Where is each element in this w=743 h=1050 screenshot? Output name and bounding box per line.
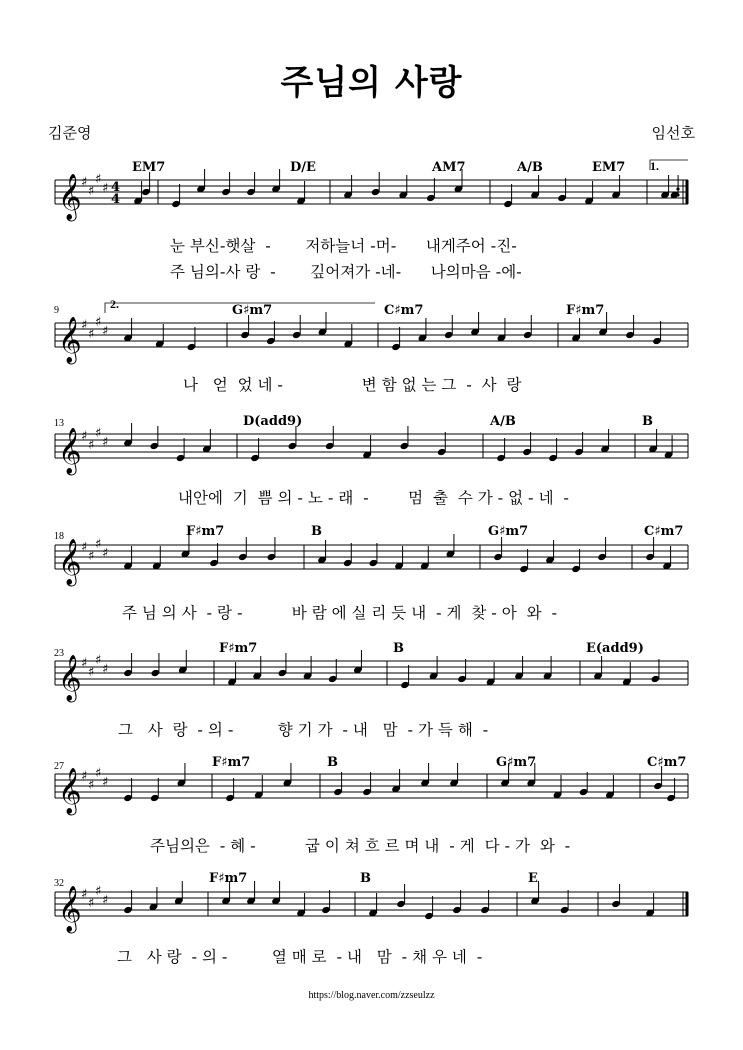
sharp-icon: ♯ [81,540,88,555]
volta-ending-1: 1. [650,159,659,173]
measure-number: 27 [54,761,64,772]
chord-symbol: F♯m7 [212,755,251,770]
chord-symbol: G♯m7 [496,755,537,770]
sharp-icon: ♯ [81,887,88,902]
time-signature-top: 4 [111,180,121,195]
lyricist-name: 김준영 [48,124,92,142]
lyric-line-1: 주님의은 - 혜 - 굽 이 쳐 흐 르 며 내 - 게 다 - 가 와 - [150,837,571,855]
sharp-icon: ♯ [102,435,109,450]
sharp-icon: ♯ [88,438,95,453]
chord-symbol: C♯m7 [647,755,687,770]
sharp-icon: ♯ [95,766,102,781]
sharp-icon: ♯ [88,327,95,342]
chord-symbol: F♯m7 [219,641,258,656]
music-system-3 [0,408,743,508]
chord-symbol: F♯m7 [186,524,225,539]
sharp-icon: ♯ [81,656,88,671]
chord-symbol: AM7 [432,160,466,175]
thick-barline [686,892,689,916]
sharp-icon: ♯ [88,778,95,793]
treble-clef-icon: 𝄞 [58,317,82,363]
music-system-6 [0,752,743,855]
chord-symbol: C♯m7 [384,303,424,318]
sharp-icon: ♯ [95,172,102,187]
sharp-icon: ♯ [95,653,102,668]
chord-symbol: G♯m7 [488,524,529,539]
footer-url: https://blog.naver.com/zzseulzz [308,990,435,1001]
chord-symbol: B [642,414,653,429]
treble-clef-icon: 𝄞 [58,539,82,585]
measure-number: 23 [54,648,64,659]
sharp-icon: ♯ [88,665,95,680]
chord-symbol: EM7 [592,160,626,175]
sharp-icon: ♯ [102,662,109,677]
music-system-2 [0,295,743,395]
sharp-icon: ♯ [88,184,95,199]
sharp-icon: ♯ [95,884,102,899]
sharp-icon: ♯ [95,315,102,330]
music-system-1 [0,152,743,282]
chord-symbol: C♯m7 [644,524,684,539]
chord-symbol: EM7 [132,160,166,175]
lyric-line-1: 그 사 랑 - 의 - 열 매 로 - 내 맘 - 채 우 네 - [117,948,483,966]
sharp-icon: ♯ [81,769,88,784]
chord-symbol: B [311,524,322,539]
sharp-icon: ♯ [95,426,102,441]
sharp-icon: ♯ [102,181,109,196]
measure-number: 32 [54,878,64,889]
chord-symbol: E [528,871,538,886]
chord-symbol: F♯m7 [209,871,248,886]
chord-symbol: E(add9) [586,641,644,656]
time-signature-bottom: 4 [111,192,121,207]
chord-symbol: D(add9) [243,414,303,429]
sharp-icon: ♯ [102,893,109,908]
thick-barline [686,180,689,204]
staff [0,868,743,948]
chord-symbol: B [360,871,371,886]
measure-number: 9 [54,305,59,316]
music-system-4 [0,521,743,621]
lyric-line-2: 주 님의-사 랑 - 깊어져가 -네- 나의마음 -에- [170,263,522,281]
chord-symbol: A/B [517,160,543,175]
song-title: 주님의 사랑 [280,63,463,103]
lyric-line-1: 나 얻 었 네 - 변 함 없 는 그 - 사 랑 [183,376,522,394]
music-system-7 [0,868,743,968]
lyric-line-1: 주 님 의 사 - 랑 - 바 람 에 실 리 듯 내 - 게 찾 - 아 와 - [122,604,558,622]
chord-symbol: B [393,641,404,656]
volta-ending-2: 2. [110,297,119,311]
lyric-line-1: 그 사 랑 - 의 - 향 기 가 - 내 맘 - 가 득 해 - [118,721,489,739]
staff [0,152,743,232]
treble-clef-icon: 𝄞 [58,428,82,474]
staff [0,521,743,601]
sharp-icon: ♯ [95,537,102,552]
treble-clef-icon: 𝄞 [58,174,82,220]
sharp-icon: ♯ [81,175,88,190]
lyric-line-1: 눈 부신-햇살 - 저하늘너 -머- 내게주어 -진- [170,237,517,255]
treble-clef-icon: 𝄞 [58,768,82,814]
chord-symbol: G♯m7 [232,303,273,318]
treble-clef-icon: 𝄞 [58,655,82,701]
sharp-icon: ♯ [81,429,88,444]
measure-number: 13 [54,418,64,429]
staff [0,408,743,488]
sharp-icon: ♯ [102,324,109,339]
lyric-line-1: 내안에 기 쁨 의 - 노 - 래 - 멈 출 수 가 - 없 - 네 - [178,489,569,507]
sharp-icon: ♯ [88,549,95,564]
chord-symbol: B [327,755,338,770]
measure-number: 18 [54,531,64,542]
chord-symbol: D/E [290,160,316,175]
chord-symbol: A/B [490,414,516,429]
sharp-icon: ♯ [102,546,109,561]
sharp-icon: ♯ [102,775,109,790]
staff [0,752,743,832]
chord-symbol: F♯m7 [566,303,605,318]
sharp-icon: ♯ [88,896,95,911]
sharp-icon: ♯ [81,318,88,333]
music-system-5 [0,638,743,738]
treble-clef-icon: 𝄞 [58,886,82,932]
composer-name: 임선호 [651,124,695,142]
